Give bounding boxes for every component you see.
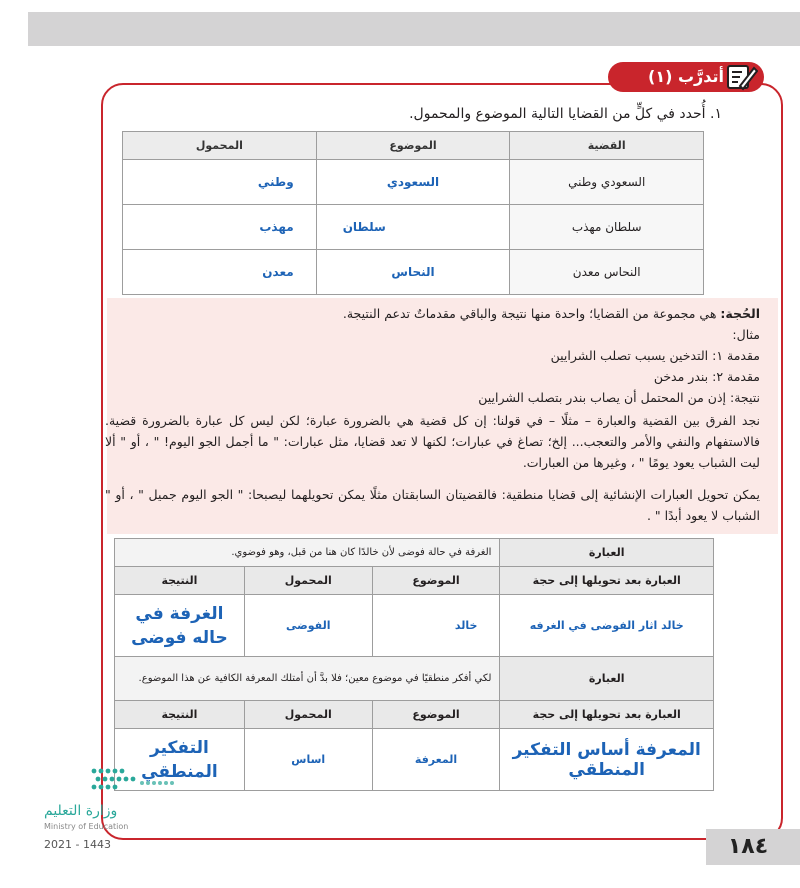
top-bar — [28, 12, 800, 46]
result-answer: الغرفة في حاله فوضى — [115, 595, 245, 657]
ministry-name-ar: وزارة التعليم — [44, 803, 118, 819]
subject-answer: سلطان — [316, 205, 510, 250]
header-result: النتيجة — [115, 567, 245, 595]
statement-text: الغرفة في حالة فوضى لأن خالدًا كان هنا من قبل، وهو فوضوي. — [115, 539, 500, 567]
pencil-notepad-icon — [724, 60, 758, 94]
edition-year: 2021 - 1443 — [44, 838, 111, 851]
statement-label: العبارة — [500, 539, 714, 567]
proposition-cell: السعودي وطني — [510, 160, 704, 205]
table-row — [115, 729, 714, 791]
table-row — [123, 205, 704, 250]
ministry-logo-icon — [90, 765, 190, 795]
subject-answer: النحاس — [316, 250, 510, 295]
header-subject: الموضوع — [316, 132, 510, 160]
definition-line — [105, 303, 760, 324]
header-predicate: المحمول — [244, 567, 372, 595]
paragraph-conversion: يمكن تحويل العبارات الإنشائية إلى قضايا منطقية: فالقضيتان السابقتان مثلًا يمكن تحويلهما ليصبحا: " الجو اليوم جميل " ، أو " الشباب لا يعود أبدًا " . — [105, 487, 760, 523]
statement-text: لكي أفكر منطقيًا في موضوع معين؛ فلا بدَّ أن أمتلك المعرفة الكافية عن هذا الموضوع. — [115, 657, 500, 701]
question-1: ١. أُحدد في كلٍّ من القضايا التالية الموضوع والمحمول. — [409, 106, 722, 122]
table-row — [123, 250, 704, 295]
argument-answer: المعرفة أساس التفكير المنطقي — [500, 729, 714, 791]
predicate-answer: اساس — [244, 729, 372, 791]
proposition-cell: سلطان مهذب — [510, 205, 704, 250]
predicate-answer: مهذب — [123, 205, 317, 250]
table-row — [123, 160, 704, 205]
header-predicate: المحمول — [244, 701, 372, 729]
subject-answer: خالد — [372, 595, 500, 657]
result-answer: التفكير المنطقي — [115, 729, 245, 791]
header-argument: العبارة بعد تحويلها إلى حجة — [500, 567, 714, 595]
header-proposition: القضية — [510, 132, 704, 160]
header-predicate: المحمول — [123, 132, 317, 160]
statement-label: العبارة — [500, 657, 714, 701]
argument-table — [114, 538, 714, 791]
premise-2: مقدمة ٢: بندر مدخن — [653, 369, 760, 384]
example-label: مثال: — [732, 327, 760, 342]
header-subject: الموضوع — [372, 701, 500, 729]
header-argument: العبارة بعد تحويلها إلى حجة — [500, 701, 714, 729]
subject-predicate-table — [122, 131, 704, 295]
page-number: ١٨٤ — [727, 834, 769, 859]
paragraph-difference: نجد الفرق بين القضية والعبارة – مثلًا – في قولنا: إن كل قضية هي بالضرورة عبارة؛ لكن ليس كل عبارة بالضرورة قضية. فالاستفهام والنفي والأمر والتعجب... إلخ؛ تصاغ في عبارات؛ لكنها لا تعد قضايا، مثل عبارات: " ما أجمل الجو اليوم! " ، أو " ألا ليت الشباب يعود يومًا " ، وغيرها من العبارات. — [105, 413, 760, 470]
header-result: النتيجة — [115, 701, 245, 729]
predicate-answer: معدن — [123, 250, 317, 295]
header-subject: الموضوع — [372, 567, 500, 595]
definition-text: هي مجموعة من القضايا؛ واحدة منها نتيجة والباقي مقدماتٌ تدعم النتيجة. — [342, 306, 721, 321]
ministry-name-en: Ministry of Education — [44, 822, 129, 831]
proposition-cell: النحاس معدن — [510, 250, 704, 295]
predicate-answer: الفوضى — [244, 595, 372, 657]
exercise-title-tab: أتدرَّب (١) — [608, 62, 764, 92]
subject-answer: المعرفة — [372, 729, 500, 791]
conclusion: نتيجة: إذن من المحتمل أن يصاب بندر بتصلب الشرايين — [478, 390, 760, 405]
argument-answer: خالد اثار الفوضى في الغرفه — [500, 595, 714, 657]
subject-answer: السعودي — [316, 160, 510, 205]
table-row — [115, 595, 714, 657]
predicate-answer: وطني — [123, 160, 317, 205]
definition-term: الحُجة: — [720, 306, 760, 321]
premise-1: مقدمة ١: التدخين يسبب تصلب الشرايين — [550, 348, 760, 363]
